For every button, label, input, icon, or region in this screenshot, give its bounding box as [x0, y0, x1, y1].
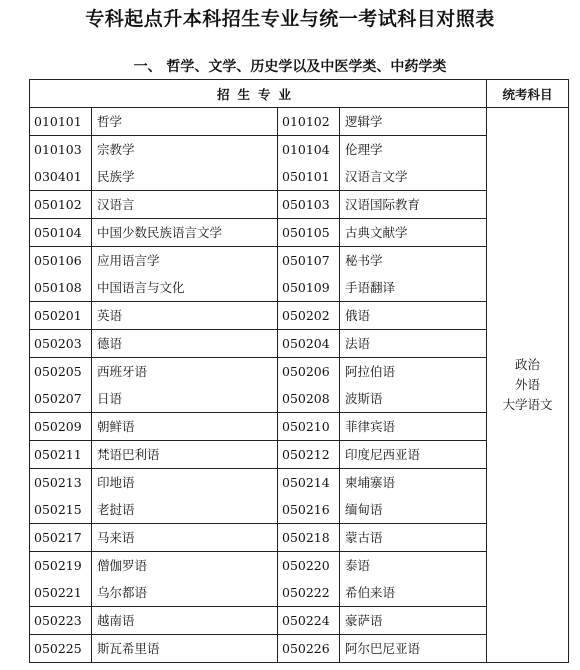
right-code-cell	[278, 136, 340, 191]
right-name: 伦理学	[345, 142, 383, 157]
right-code: 050212	[282, 447, 330, 462]
left-code-cell	[30, 358, 92, 413]
left-code: 010101	[34, 114, 82, 129]
header-subjects: 统考科目	[487, 80, 569, 108]
left-code: 050104	[34, 225, 82, 240]
right-name-cell	[340, 413, 487, 441]
right-name-cell	[340, 441, 487, 469]
right-code: 050105	[282, 225, 330, 240]
exam-subjects-cell	[487, 108, 569, 663]
right-name-cell	[340, 552, 487, 607]
right-code-cell	[278, 607, 340, 635]
exam-subject: 大学语文	[502, 397, 553, 412]
right-code-cell	[278, 635, 340, 663]
left-name: 中国语言与文化	[97, 280, 185, 295]
right-code: 050204	[282, 336, 330, 351]
right-name: 俄语	[345, 308, 371, 323]
right-code-cell	[278, 469, 340, 524]
left-name: 汉语言	[97, 197, 135, 212]
right-code: 050226	[282, 641, 330, 656]
right-code: 050222	[282, 585, 330, 600]
right-code: 010104	[282, 142, 330, 157]
left-code: 050205	[34, 364, 82, 379]
left-code-cell	[30, 302, 92, 330]
left-code-cell	[30, 247, 92, 302]
left-code-cell	[30, 219, 92, 247]
right-name: 逻辑学	[345, 114, 383, 129]
page-title: 专科起点升本科招生专业与统一考试科目对照表	[85, 8, 495, 30]
right-name: 汉语国际教育	[345, 197, 421, 212]
right-code: 050216	[282, 502, 330, 517]
right-name: 柬埔寨语	[345, 475, 396, 490]
right-code-cell	[278, 330, 340, 358]
left-name: 日语	[97, 391, 123, 406]
left-name: 民族学	[97, 169, 135, 184]
left-name: 德语	[97, 336, 123, 351]
right-code-cell	[278, 191, 340, 219]
left-code: 050219	[34, 558, 82, 573]
left-code: 050217	[34, 530, 82, 545]
right-name: 秘书学	[345, 253, 383, 268]
left-code: 050221	[34, 585, 82, 600]
right-name-cell	[340, 108, 487, 136]
right-name: 法语	[345, 336, 371, 351]
left-name-cell	[92, 441, 278, 469]
left-name: 越南语	[97, 613, 135, 628]
right-name-cell	[340, 302, 487, 330]
left-name-cell	[92, 136, 278, 191]
left-code-cell	[30, 552, 92, 607]
section-heading: 一、 哲学、文学、历史学以及中医学类、中药学类	[133, 59, 447, 75]
right-name-cell	[340, 469, 487, 524]
right-code-cell	[278, 552, 340, 607]
left-code-cell	[30, 413, 92, 441]
right-name: 手语翻译	[345, 280, 396, 295]
right-name: 汉语言文学	[345, 169, 408, 184]
right-code: 050218	[282, 530, 330, 545]
left-name: 中国少数民族语言文学	[97, 225, 223, 240]
left-code: 050211	[34, 447, 82, 462]
right-code: 050109	[282, 280, 330, 295]
left-code-cell	[30, 136, 92, 191]
right-code-cell	[278, 247, 340, 302]
left-code: 050215	[34, 502, 82, 517]
left-name: 朝鲜语	[97, 419, 135, 434]
left-name: 僧伽罗语	[97, 558, 148, 573]
right-code: 050202	[282, 308, 330, 323]
left-name-cell	[92, 635, 278, 663]
right-name: 希伯来语	[345, 585, 396, 600]
left-name-cell	[92, 302, 278, 330]
right-name: 阿拉伯语	[345, 364, 396, 379]
left-code: 050108	[34, 280, 82, 295]
left-code: 050201	[34, 308, 82, 323]
left-name: 哲学	[97, 114, 123, 129]
right-code: 050101	[282, 169, 330, 184]
left-name-cell	[92, 552, 278, 607]
left-code-cell	[30, 607, 92, 635]
left-name: 马来语	[97, 530, 135, 545]
right-code: 050103	[282, 197, 330, 212]
right-name-cell	[340, 247, 487, 302]
left-code: 010103	[34, 142, 82, 157]
right-code-cell	[278, 219, 340, 247]
right-name: 古典文献学	[345, 225, 408, 240]
left-name: 印地语	[97, 475, 135, 490]
left-code-cell	[30, 469, 92, 524]
left-code: 050207	[34, 391, 82, 406]
table-row	[30, 108, 569, 136]
left-name: 老挝语	[97, 502, 135, 517]
right-code-cell	[278, 108, 340, 136]
left-name-cell	[92, 469, 278, 524]
right-name-cell	[340, 191, 487, 219]
left-name-cell	[92, 524, 278, 552]
left-code-cell	[30, 330, 92, 358]
right-name-cell	[340, 607, 487, 635]
left-code-cell	[30, 441, 92, 469]
left-name-cell	[92, 219, 278, 247]
right-name: 豪萨语	[345, 613, 383, 628]
right-code: 050208	[282, 391, 330, 406]
right-name-cell	[340, 524, 487, 552]
header-major: 招生专业	[30, 80, 487, 108]
left-name-cell	[92, 247, 278, 302]
left-name-cell	[92, 607, 278, 635]
right-code: 050220	[282, 558, 330, 573]
left-name: 英语	[97, 308, 123, 323]
right-code-cell	[278, 413, 340, 441]
left-code: 030401	[34, 169, 82, 184]
left-code: 050225	[34, 641, 82, 656]
left-code-cell	[30, 191, 92, 219]
right-name: 印度尼西亚语	[345, 447, 421, 462]
left-code: 050223	[34, 613, 82, 628]
left-name-cell	[92, 358, 278, 413]
left-code-cell	[30, 108, 92, 136]
left-code: 050106	[34, 253, 82, 268]
right-code-cell	[278, 302, 340, 330]
right-code: 010102	[282, 114, 330, 129]
left-name: 乌尔都语	[97, 585, 148, 600]
right-code: 050214	[282, 475, 330, 490]
right-name-cell	[340, 219, 487, 247]
right-name: 菲律宾语	[345, 419, 396, 434]
left-code: 050203	[34, 336, 82, 351]
right-name: 波斯语	[345, 391, 383, 406]
left-name: 斯瓦希里语	[97, 641, 160, 656]
left-code-cell	[30, 524, 92, 552]
left-name: 宗教学	[97, 142, 135, 157]
left-name-cell	[92, 330, 278, 358]
right-name: 缅甸语	[345, 502, 383, 517]
right-code-cell	[278, 358, 340, 413]
left-name: 西班牙语	[97, 364, 148, 379]
right-name: 阿尔巴尼亚语	[345, 641, 421, 656]
right-code: 050107	[282, 253, 330, 268]
right-name: 泰语	[345, 558, 371, 573]
right-code: 050210	[282, 419, 330, 434]
left-code-cell	[30, 635, 92, 663]
right-code: 050224	[282, 613, 330, 628]
left-name-cell	[92, 108, 278, 136]
left-name: 梵语巴利语	[97, 447, 160, 462]
exam-subject: 外语	[515, 377, 541, 392]
right-code: 050206	[282, 364, 330, 379]
right-name: 蒙古语	[345, 530, 383, 545]
left-code: 050213	[34, 475, 82, 490]
left-code: 050102	[34, 197, 82, 212]
right-name-cell	[340, 136, 487, 191]
major-subject-table	[29, 79, 569, 663]
left-name-cell	[92, 191, 278, 219]
right-name-cell	[340, 358, 487, 413]
exam-subject: 政治	[515, 357, 541, 372]
table-body	[30, 108, 569, 663]
right-name-cell	[340, 635, 487, 663]
left-name: 应用语言学	[97, 253, 160, 268]
left-code: 050209	[34, 419, 82, 434]
right-code-cell	[278, 524, 340, 552]
left-name-cell	[92, 413, 278, 441]
right-name-cell	[340, 330, 487, 358]
right-code-cell	[278, 441, 340, 469]
